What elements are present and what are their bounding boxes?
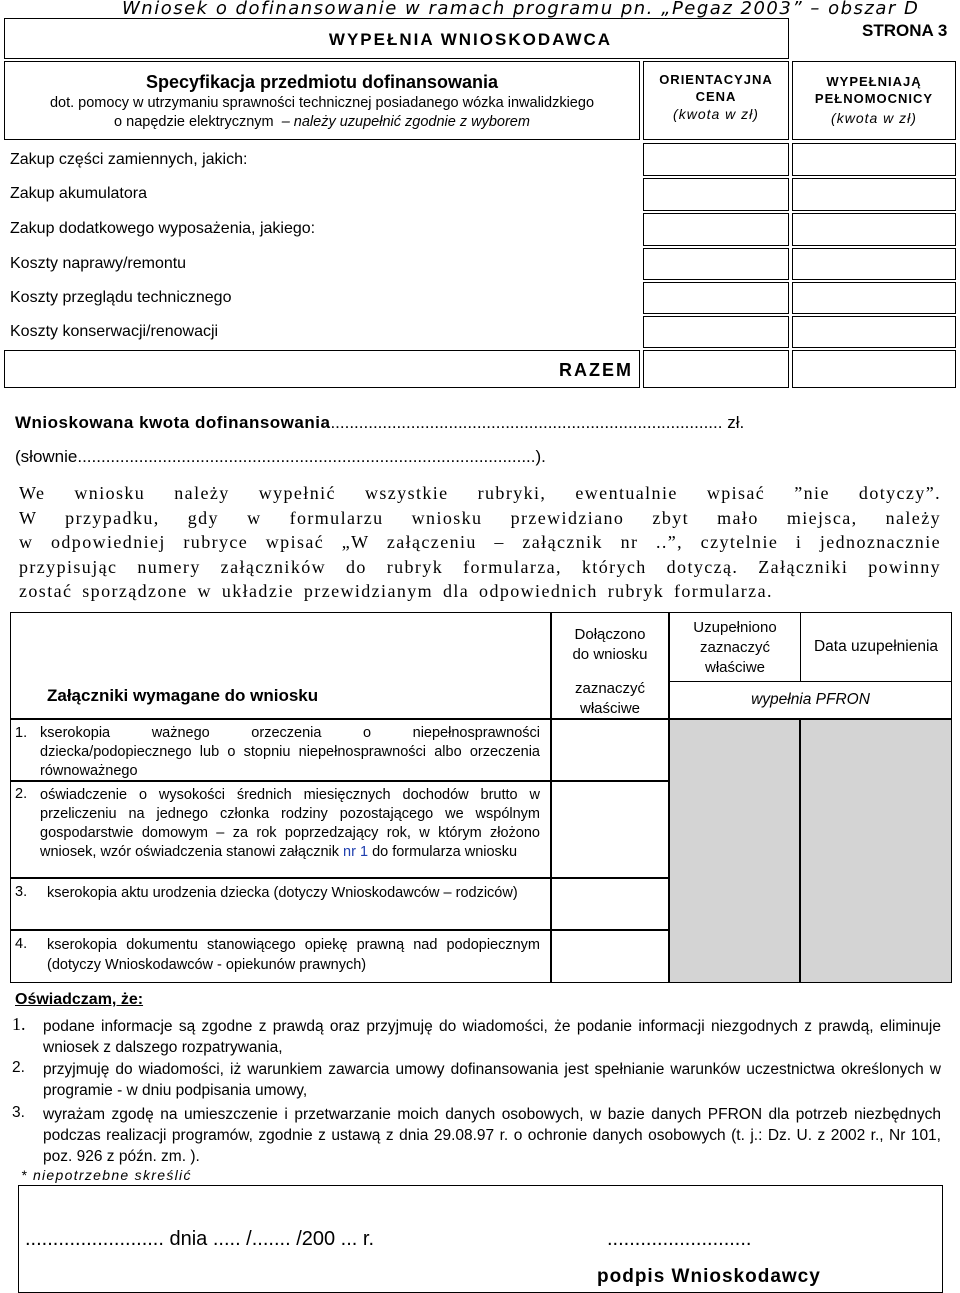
declaration-text-1: podane informacje są zgodne z prawdą oraz przyjmuję do wiadomości, że podanie informacji niezgodnych z prawdą, eliminuje wniosek z dalszego rozpatrywania,: [43, 1018, 941, 1056]
item-battery: Zakup akumulatora: [10, 185, 147, 202]
attachment-num-4: 4.: [15, 936, 28, 952]
attachment-text-2b: do formularza wniosku: [372, 844, 518, 860]
price-input-3[interactable]: [643, 213, 789, 246]
instr-line-4: przypisując numery załączników do rubryk formularza, których dotyczą. Załączniki powinny: [19, 556, 941, 577]
requested-words-line: [15, 447, 546, 467]
supp-header-l3: właściwe: [704, 659, 765, 676]
attachments-title-cell: [10, 612, 551, 719]
price-header-l2: CENA: [695, 89, 737, 104]
supp-header-l1: Uzupełniono: [693, 619, 777, 636]
attached-check-2[interactable]: [551, 781, 669, 878]
attached-header-cell: [551, 612, 669, 719]
declaration-num-3: 3.: [12, 1104, 25, 1121]
total-row: [4, 350, 640, 388]
price-total-input[interactable]: [643, 350, 789, 388]
proxy-input-1[interactable]: [792, 143, 956, 176]
applicant-section-header: [4, 18, 789, 59]
attached-header: [552, 625, 668, 665]
attached-header-l1: Dołączono: [574, 626, 646, 643]
requested-label: Wnioskowana kwota dofinansowania: [15, 413, 331, 432]
pfron-date-area: [800, 719, 952, 983]
declaration-num-2: 2.: [12, 1059, 25, 1076]
item-extra-equipment: Zakup dodatkowego wyposażenia, jakiego:: [10, 220, 316, 237]
proxy-header-box: [792, 61, 956, 140]
attachment-text-2: [40, 786, 540, 862]
instr-line-3: w odpowiedniej rubryce wpisać „W załączeniu – załącznik nr ..”, czytelnie i jednoznacznie: [19, 532, 941, 552]
proxy-input-6[interactable]: [792, 316, 956, 348]
instr-line-1: We wniosku należy wypełnić wszystkie rubryki, ewentualnie wpisać ”nie dotyczy”.: [19, 483, 941, 503]
applicant-fills-label: WYPEŁNIA WNIOSKODAWCA: [328, 30, 613, 49]
proxy-input-3[interactable]: [792, 213, 956, 246]
spec-subtitle-2b: – należy uzupełnić zgodnie z wyborem: [281, 114, 530, 130]
attached-hint-l2: właściwe: [579, 700, 640, 717]
footnote: * niepotrzebne skreślić: [21, 1167, 192, 1183]
spec-subtitle-1: dot. pomocy w utrzymaniu sprawności technicznej posiadanego wózka inwalidzkiego: [49, 95, 595, 111]
pfron-header-hline: [670, 681, 951, 682]
form-header: Wniosek o dofinansowanie w ramach programu pn. „Pegaz 2003” – obszar D: [122, 0, 920, 19]
signature-label: podpis Wnioskodawcy: [597, 1266, 821, 1287]
attached-check-4[interactable]: [551, 930, 669, 983]
proxy-total-input[interactable]: [792, 350, 956, 388]
declaration-text-3: wyrażam zgodę na umieszczenie i przetwarzanie moich danych osobowych, w bazie danych PFRON dla potrzeb niezbędnych podczas realizacji programów, zgodnie z ustawą z dnia 29.08.97 r. o ochronie danych osobowych (t. j.: Dz. U. z 2002 r., Nr 101, poz. 926 z późn. zm. ).: [43, 1106, 941, 1165]
price-input-1[interactable]: [643, 143, 789, 176]
attachment-row-4: [10, 930, 551, 983]
spec-title: Specyfikacja przedmiotu dofinansowania: [145, 72, 499, 92]
proxy-input-5[interactable]: [792, 282, 956, 314]
attachment-text-1: kserokopia ważnego orzeczenia o niepełnosprawności dziecka/podopiecznego lub o stopniu niepełnosprawności albo orzeczenia równoważnego: [40, 725, 540, 779]
item-spare-parts: Zakup części zamiennych, jakich:: [10, 151, 248, 168]
attached-check-3[interactable]: [551, 878, 669, 930]
requested-unit: zł.: [727, 413, 745, 432]
price-input-2[interactable]: [643, 178, 789, 211]
instr-line-5: zostać sporządzone w układzie przewidzianym dla odpowiednich rubryk formularza.: [19, 581, 773, 601]
attachment-num-2: 2.: [15, 786, 28, 802]
price-input-5[interactable]: [643, 282, 789, 314]
words-label: (słownie: [15, 447, 78, 466]
attachment-num-3: 3.: [15, 884, 28, 900]
proxy-header-l3: (kwota w zł): [831, 110, 917, 126]
price-header-l3: (kwota w zł): [673, 106, 759, 122]
attached-hint: [552, 679, 668, 719]
requested-dots: ...................................................................................: [330, 413, 723, 432]
declaration-num-1: 1.: [12, 1014, 26, 1034]
price-input-4[interactable]: [643, 248, 789, 280]
declaration-text-2: przyjmuję do wiadomości, iż warunkiem zawarcia umowy dofinansowania jest spełnianie warunków uczestnictwa określonych w programie - w dniu podpisania umowy,: [43, 1061, 941, 1099]
attached-header-l2: do wniosku: [572, 646, 648, 663]
item-inspection: Koszty przeglądu technicznego: [10, 289, 232, 306]
price-header-l1: ORIENTACYJNA: [659, 72, 773, 87]
item-repair: Koszty naprawy/remontu: [10, 255, 187, 272]
proxy-header-l1: WYPEŁNIAJĄ: [826, 74, 922, 89]
instr-line-2: W przypadku, gdy w formularzu wniosku przewidziano zbyt mało miejsca, należy: [19, 507, 941, 528]
item-maintenance: Koszty konserwacji/renowacji: [10, 323, 219, 340]
spec-subtitle-2a: o napędzie elektrycznym: [114, 114, 274, 130]
price-input-6[interactable]: [643, 316, 789, 348]
attachment-row-3: [10, 878, 551, 930]
words-dots: .................................................................................................: [77, 447, 536, 466]
pfron-note: wypełnia PFRON: [751, 691, 870, 708]
proxy-header-l2: PEŁNOMOCNICY: [814, 91, 934, 106]
price-header-box: [643, 61, 789, 140]
signature-box: [18, 1185, 943, 1293]
attachment-num-1: 1.: [15, 725, 28, 741]
supp-header-l2: zaznaczyć: [699, 639, 771, 656]
attachment-text-2a: oświadczenie o wysokości średnich miesięcznych dochodów brutto w przeliczeniu na jednego członka rodziny pozostającego we wspólnym gospodarstwie domowym – za rok poprzedzający rok, w którym złożono wniosek, wzór oświadczenia stanowi załącznik: [40, 787, 540, 860]
supp-header: [670, 618, 800, 678]
requested-amount-line: [15, 413, 744, 433]
pfron-supplemented-area: [669, 719, 800, 983]
declaration-title: Oświadczam, że:: [15, 991, 144, 1008]
instructions: [19, 481, 941, 604]
attached-check-1[interactable]: [551, 719, 669, 781]
attachments-title: Załączniki wymagane do wniosku: [47, 686, 319, 705]
pfron-header-cell: [669, 612, 952, 719]
attachment-link-nr1[interactable]: nr 1: [343, 844, 369, 860]
attachment-row-1: [10, 719, 551, 781]
attachment-row-2: [10, 781, 551, 878]
signature-dots[interactable]: ..........................: [607, 1228, 752, 1250]
page-label: STRONA 3: [862, 21, 948, 40]
proxy-input-2[interactable]: [792, 178, 956, 211]
proxy-input-4[interactable]: [792, 248, 956, 280]
spec-subtitle-2: [5, 114, 639, 130]
attached-hint-l1: zaznaczyć: [574, 680, 646, 697]
date-line[interactable]: ......................... dnia ..... /....... /200 ... r.: [25, 1228, 375, 1250]
spec-header-box: [4, 61, 640, 140]
date-header: Data uzupełnienia: [813, 638, 939, 655]
total-label: RAZEM: [559, 360, 633, 380]
attachment-text-3: kserokopia aktu urodzenia dziecka (dotyczy Wnioskodawców – rodziców): [47, 885, 518, 901]
attachment-text-4: kserokopia dokumentu stanowiącego opiekę prawną nad podopiecznym (dotyczy Wnioskodawców - opiekunów prawnych): [47, 937, 540, 973]
words-end: ).: [535, 447, 546, 466]
